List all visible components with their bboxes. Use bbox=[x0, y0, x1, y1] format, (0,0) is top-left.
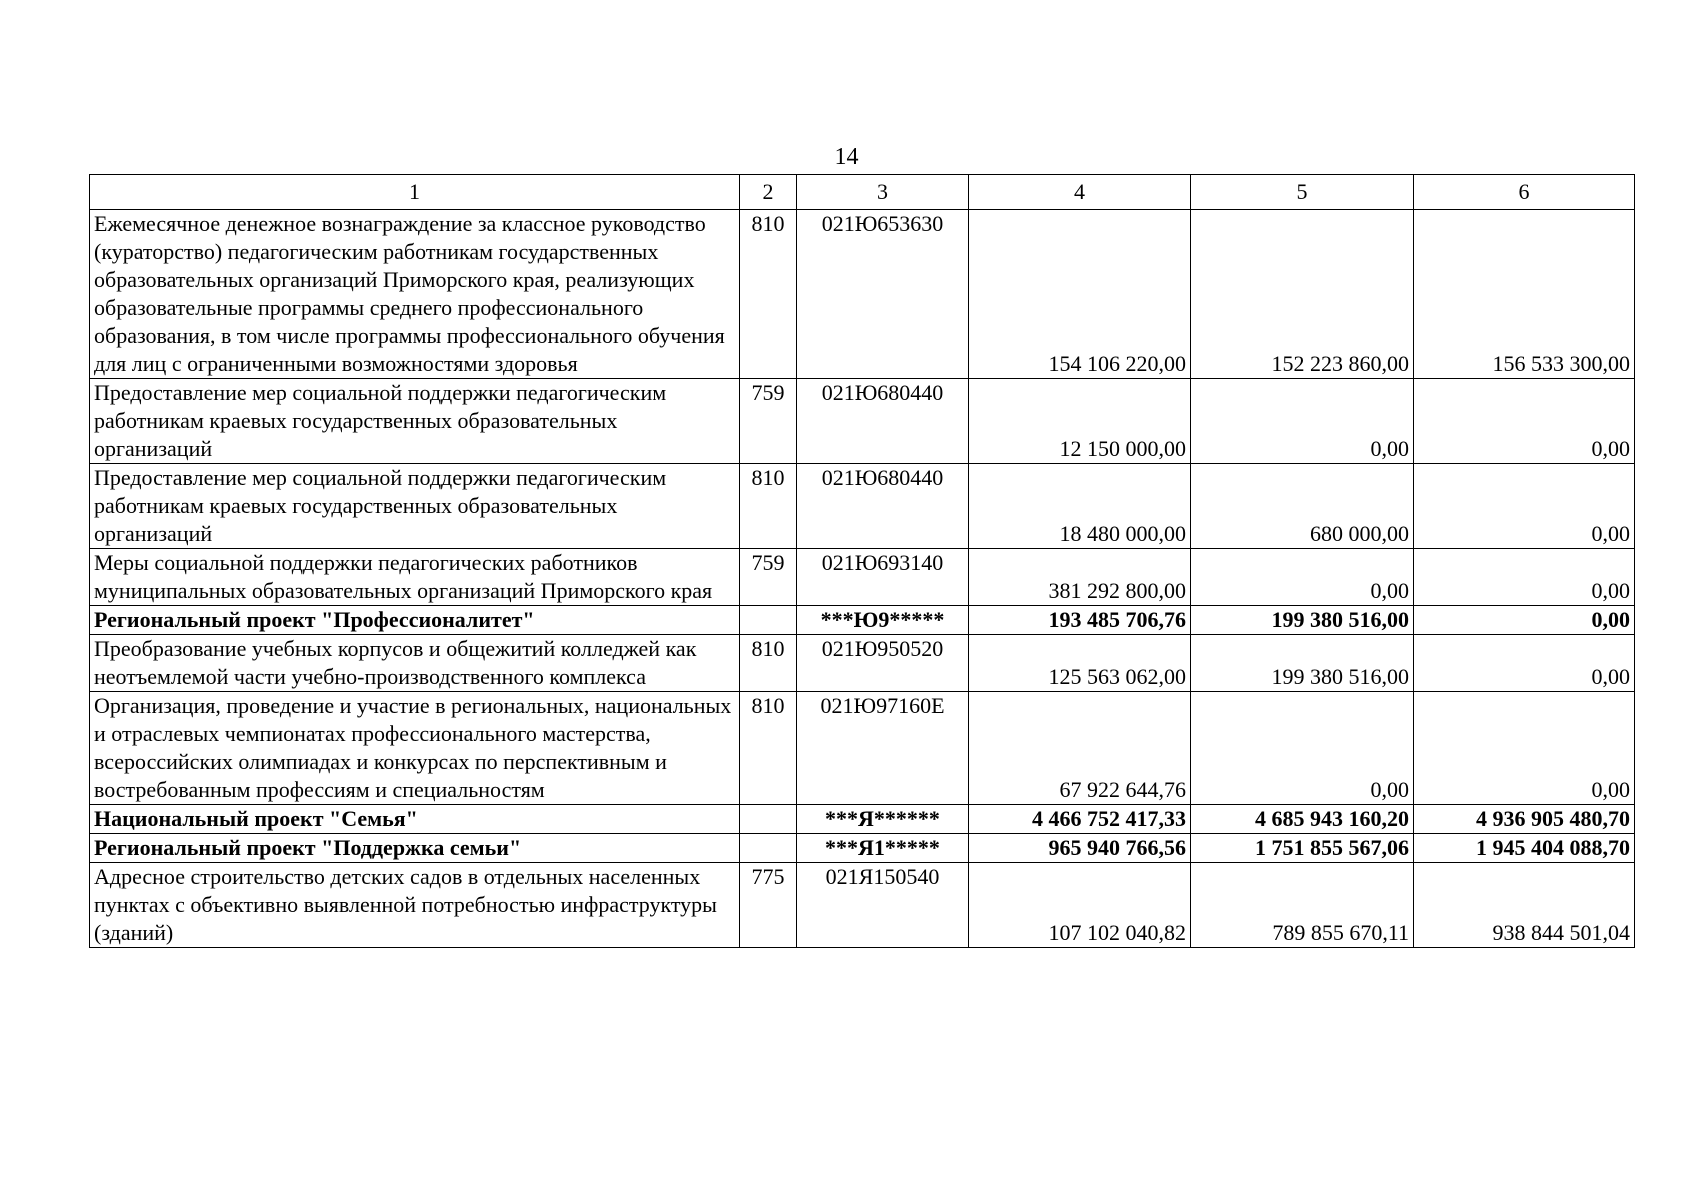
table-row bbox=[90, 692, 1635, 805]
row-code bbox=[740, 805, 797, 834]
table-row bbox=[90, 464, 1635, 549]
row-amount-5: 0,00 bbox=[1191, 379, 1414, 464]
row-target: 021Ю653630 bbox=[797, 210, 969, 379]
row-code bbox=[740, 834, 797, 863]
row-amount-4: 965 940 766,56 bbox=[969, 834, 1191, 863]
header-cell-3: 3 bbox=[797, 175, 969, 210]
row-code: 810 bbox=[740, 692, 797, 805]
row-target: ***Я1***** bbox=[797, 834, 969, 863]
row-amount-5: 199 380 516,00 bbox=[1191, 635, 1414, 692]
row-amount-5: 789 855 670,11 bbox=[1191, 863, 1414, 948]
row-code: 810 bbox=[740, 464, 797, 549]
row-code: 810 bbox=[740, 635, 797, 692]
row-amount-6: 156 533 300,00 bbox=[1414, 210, 1635, 379]
row-amount-4: 18 480 000,00 bbox=[969, 464, 1191, 549]
table-row-total bbox=[90, 805, 1635, 834]
row-target: 021Ю680440 bbox=[797, 464, 969, 549]
row-amount-4: 67 922 644,76 bbox=[969, 692, 1191, 805]
header-cell-6: 6 bbox=[1414, 175, 1635, 210]
row-target: ***Я****** bbox=[797, 805, 969, 834]
row-amount-5: 199 380 516,00 bbox=[1191, 606, 1414, 635]
row-target: 021Ю950520 bbox=[797, 635, 969, 692]
row-amount-6: 0,00 bbox=[1414, 379, 1635, 464]
table-row bbox=[90, 549, 1635, 606]
row-amount-5: 680 000,00 bbox=[1191, 464, 1414, 549]
row-name: Меры социальной поддержки педагогических работников муниципальных образовательных организаций Приморского края bbox=[90, 549, 740, 606]
row-target: ***Ю9***** bbox=[797, 606, 969, 635]
header-cell-2: 2 bbox=[740, 175, 797, 210]
header-row bbox=[90, 175, 1635, 210]
row-target: 021Я150540 bbox=[797, 863, 969, 948]
row-amount-4: 193 485 706,76 bbox=[969, 606, 1191, 635]
table-row bbox=[90, 635, 1635, 692]
table-row bbox=[90, 863, 1635, 948]
header-cell-4: 4 bbox=[969, 175, 1191, 210]
row-amount-4: 4 466 752 417,33 bbox=[969, 805, 1191, 834]
row-name: Предоставление мер социальной поддержки педагогическим работникам краевых государственных образовательных организаций bbox=[90, 464, 740, 549]
row-amount-6: 938 844 501,04 bbox=[1414, 863, 1635, 948]
row-amount-6: 0,00 bbox=[1414, 635, 1635, 692]
row-amount-4: 125 563 062,00 bbox=[969, 635, 1191, 692]
row-amount-6: 1 945 404 088,70 bbox=[1414, 834, 1635, 863]
header-cell-1: 1 bbox=[90, 175, 740, 210]
row-amount-6: 0,00 bbox=[1414, 692, 1635, 805]
row-amount-5: 0,00 bbox=[1191, 692, 1414, 805]
table-row bbox=[90, 210, 1635, 379]
page-number: 14 bbox=[834, 144, 859, 170]
row-target: 021Ю693140 bbox=[797, 549, 969, 606]
row-amount-4: 154 106 220,00 bbox=[969, 210, 1191, 379]
row-name: Преобразование учебных корпусов и общежитий колледжей как неотъемлемой части учебно-производственного комплекса bbox=[90, 635, 740, 692]
header-cell-5: 5 bbox=[1191, 175, 1414, 210]
row-name: Региональный проект "Профессионалитет" bbox=[90, 606, 740, 635]
row-amount-6: 0,00 bbox=[1414, 549, 1635, 606]
row-target: 021Ю97160Е bbox=[797, 692, 969, 805]
row-code bbox=[740, 606, 797, 635]
row-name: Национальный проект "Семья" bbox=[90, 805, 740, 834]
row-amount-5: 4 685 943 160,20 bbox=[1191, 805, 1414, 834]
table-row bbox=[90, 379, 1635, 464]
row-amount-6: 0,00 bbox=[1414, 606, 1635, 635]
budget-table bbox=[89, 174, 1635, 948]
row-code: 759 bbox=[740, 549, 797, 606]
row-code: 775 bbox=[740, 863, 797, 948]
row-name: Предоставление мер социальной поддержки педагогическим работникам краевых государственных образовательных организаций bbox=[90, 379, 740, 464]
row-amount-5: 0,00 bbox=[1191, 549, 1414, 606]
row-amount-4: 381 292 800,00 bbox=[969, 549, 1191, 606]
row-name: Адресное строительство детских садов в отдельных населенных пунктах с объективно выявленной потребностью инфраструктуры (зданий) bbox=[90, 863, 740, 948]
row-amount-4: 107 102 040,82 bbox=[969, 863, 1191, 948]
table-row-total bbox=[90, 606, 1635, 635]
row-amount-5: 152 223 860,00 bbox=[1191, 210, 1414, 379]
row-amount-6: 0,00 bbox=[1414, 464, 1635, 549]
row-amount-6: 4 936 905 480,70 bbox=[1414, 805, 1635, 834]
row-name: Ежемесячное денежное вознаграждение за классное руководство (кураторство) педагогическим работникам государственных образовательных организаций Приморского края, реализующих образовательные программы среднего профессионального образования, в том числе программы профессионального обучения для лиц с ограниченными возможностями здоровья bbox=[90, 210, 740, 379]
row-name: Организация, проведение и участие в региональных, национальных и отраслевых чемпионатах профессионального мастерства, всероссийских олимпиадах и конкурсах по перспективным и востребованным профессиям и специальностям bbox=[90, 692, 740, 805]
row-code: 810 bbox=[740, 210, 797, 379]
row-target: 021Ю680440 bbox=[797, 379, 969, 464]
row-amount-5: 1 751 855 567,06 bbox=[1191, 834, 1414, 863]
table-row-total bbox=[90, 834, 1635, 863]
row-code: 759 bbox=[740, 379, 797, 464]
row-amount-4: 12 150 000,00 bbox=[969, 379, 1191, 464]
row-name: Региональный проект "Поддержка семьи" bbox=[90, 834, 740, 863]
